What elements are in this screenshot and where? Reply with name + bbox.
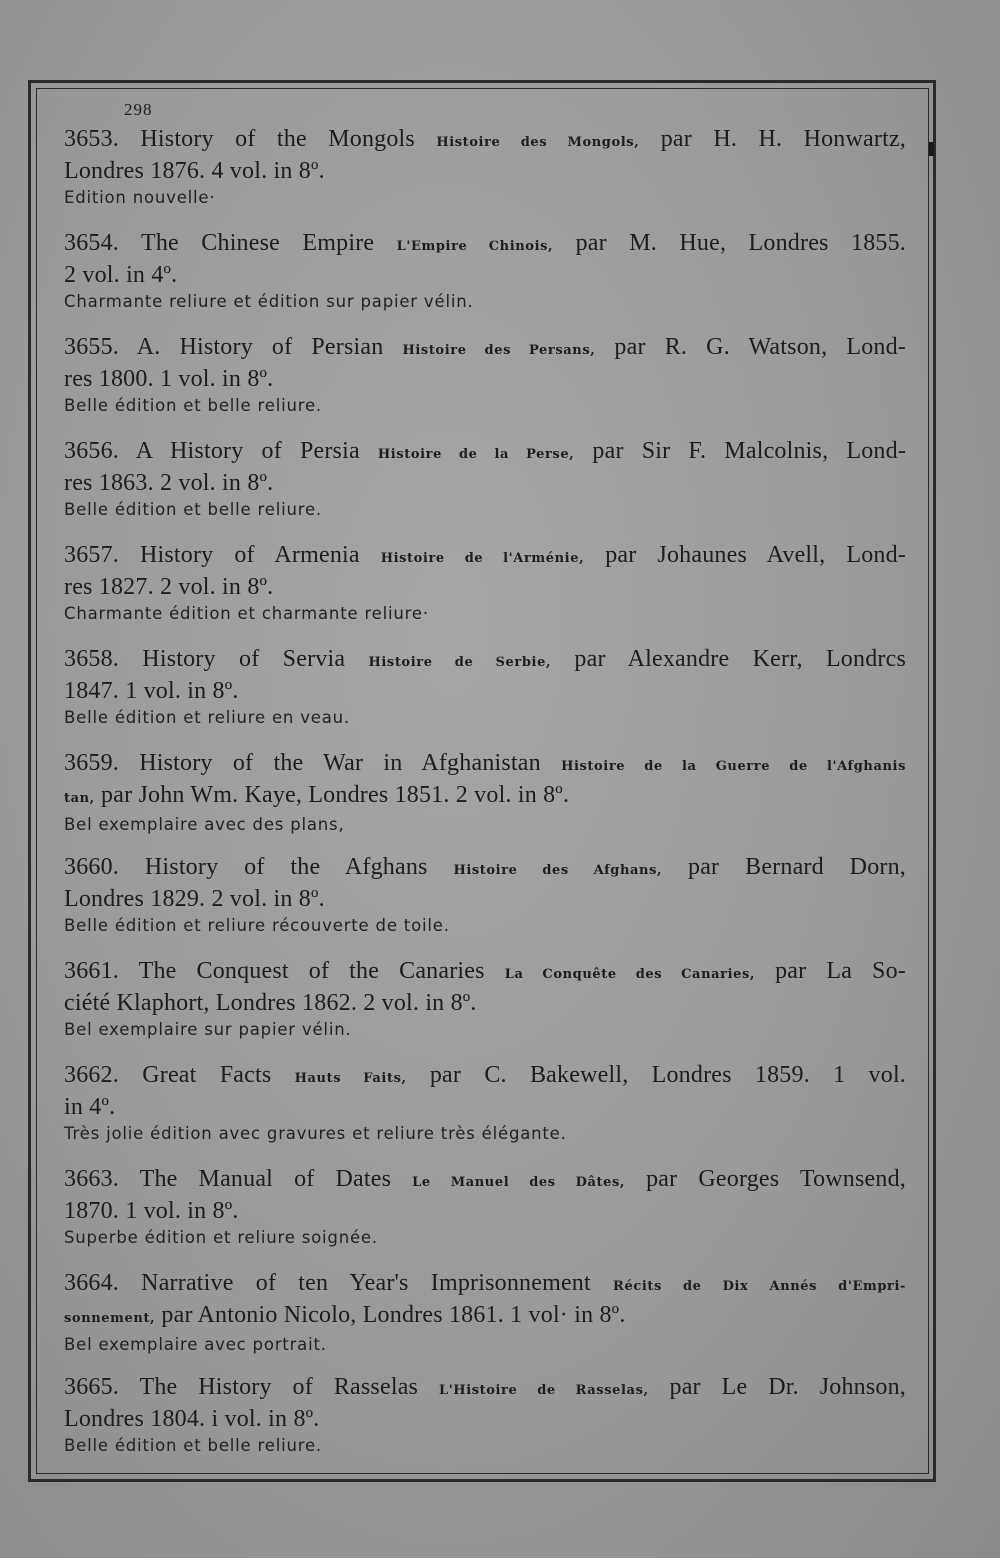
- entry-title: History of the Afghans: [144, 854, 428, 880]
- entry-author: par Le Dr. Johnson,: [669, 1374, 906, 1400]
- entry-note: Edition nouvelle·: [64, 188, 216, 207]
- catalog-entry: [64, 541, 906, 645]
- catalog-entry: [64, 229, 906, 333]
- entry-author: par Antonio Nicolo, Londres 1861. 1 vol· in 8º.: [161, 1302, 626, 1328]
- entry-number: 3664.: [64, 1270, 119, 1296]
- entry-title: Great Facts: [142, 1062, 272, 1088]
- catalog-entry: [64, 1269, 906, 1373]
- catalog-entry: [64, 1061, 906, 1165]
- entry-french-title: Hauts Faits,: [294, 1071, 407, 1086]
- entry-author: par Bernard Dorn,: [688, 854, 907, 880]
- entry-french-title: La Conquête des Canaries,: [504, 967, 756, 982]
- entry-french-title: Récits de Dix Annés d'Empri-: [613, 1279, 906, 1294]
- entry-title: History of Servia: [142, 646, 346, 672]
- entry-note: Superbe édition et reliure soignée.: [64, 1228, 378, 1247]
- entry-line-2: Londres 1804. i vol. in 8º.: [64, 1406, 320, 1432]
- entry-author: par La So-: [775, 958, 906, 984]
- entry-french-title: Histoire de la Guerre de l'Afghanis: [561, 759, 907, 774]
- entry-number: 3656.: [64, 438, 119, 464]
- entry-author: par H. H. Honwartz,: [660, 126, 906, 152]
- entry-note: Charmante reliure et édition sur papier vélin.: [64, 292, 474, 311]
- entry-number: 3653.: [64, 126, 119, 152]
- entry-number: 3663.: [64, 1166, 119, 1192]
- entry-line-2: res 1800. 1 vol. in 8º.: [64, 366, 274, 392]
- entry-author: par Johaunes Avell, Lond-: [605, 542, 906, 568]
- entry-line-1: [64, 229, 906, 261]
- page-number: 298: [124, 100, 153, 119]
- entry-line-1: [64, 957, 906, 989]
- catalog-entries: [64, 125, 906, 1477]
- entry-note: Charmante édition et charmante reliure·: [64, 604, 429, 623]
- entry-french-title: Histoire de la Perse,: [377, 447, 575, 462]
- entry-author: par John Wm. Kaye, Londres 1851. 2 vol. in 8º.: [101, 782, 570, 808]
- entry-french-title: L'Empire Chinois,: [396, 239, 554, 254]
- entry-author: par M. Hue, Londres 1855.: [575, 230, 906, 256]
- entry-note: Belle édition et reliure récouverte de toile.: [64, 916, 450, 935]
- entry-number: 3658.: [64, 646, 119, 672]
- entry-title: History of the Mongols: [140, 126, 415, 152]
- entry-note: Bel exemplaire avec portrait.: [64, 1335, 327, 1354]
- entry-author: par R. G. Watson, Lond-: [614, 334, 906, 360]
- entry-line-1: [64, 541, 906, 573]
- entry-french-title: L'Histoire de Rasselas,: [438, 1383, 649, 1398]
- entry-title: The Conquest of the Canaries: [138, 958, 485, 984]
- entry-line-1: [64, 1373, 906, 1405]
- catalog-entry: [64, 1373, 906, 1477]
- catalog-entry: [64, 1165, 906, 1269]
- entry-french-title: Le Manuel des Dâtes,: [412, 1175, 626, 1190]
- entry-note: Belle édition et belle reliure.: [64, 1436, 322, 1455]
- entry-author: par Sir F. Malcolnis, Lond-: [592, 438, 907, 464]
- entry-line-2: Londres 1876. 4 vol. in 8º.: [64, 158, 325, 184]
- entry-line-2: ciété Klaphort, Londres 1862. 2 vol. in 8º.: [64, 990, 477, 1016]
- margin-ink-mark: [929, 142, 934, 156]
- entry-number: 3660.: [64, 854, 119, 880]
- entry-title: The History of Rasselas: [139, 1374, 419, 1400]
- entry-number: 3661.: [64, 958, 119, 984]
- catalog-entry: [64, 125, 906, 229]
- entry-title: A History of Persia: [135, 438, 360, 464]
- catalog-entry: [64, 957, 906, 1061]
- entry-note: Bel exemplaire avec des plans,: [64, 815, 345, 834]
- catalog-entry: [64, 853, 906, 957]
- entry-line-1: [64, 749, 906, 781]
- catalog-entry: [64, 333, 906, 437]
- entry-line-2: [64, 1301, 906, 1333]
- entry-line-2: res 1827. 2 vol. in 8º.: [64, 574, 274, 600]
- entry-line-2: Londres 1829. 2 vol. in 8º.: [64, 886, 325, 912]
- entry-number: 3665.: [64, 1374, 119, 1400]
- entry-title: A. History of Persian: [136, 334, 384, 360]
- entry-line-1: [64, 125, 906, 157]
- entry-number: 3662.: [64, 1062, 119, 1088]
- catalog-entry: [64, 437, 906, 541]
- entry-author: par C. Bakewell, Londres 1859. 1 vol.: [429, 1062, 907, 1088]
- entry-line-1: [64, 333, 906, 365]
- entry-french-title-cont: tan,: [64, 791, 95, 806]
- entry-title: History of the War in Afghanistan: [139, 750, 541, 776]
- entry-note: Belle édition et belle reliure.: [64, 500, 322, 519]
- entry-french-title: Histoire des Afghans,: [453, 863, 663, 878]
- entry-author: par Georges Townsend,: [646, 1166, 906, 1192]
- entry-note: Très jolie édition avec gravures et reliure très élégante.: [64, 1124, 567, 1143]
- entry-title: Narrative of ten Year's Imprisonnement: [141, 1270, 591, 1296]
- entry-line-2: res 1863. 2 vol. in 8º.: [64, 470, 274, 496]
- entry-line-2: in 4º.: [64, 1094, 116, 1120]
- entry-french-title: Histoire des Persans,: [402, 343, 596, 358]
- entry-french-title: Histoire de Serbie,: [368, 655, 552, 670]
- entry-line-2: 1847. 1 vol. in 8º.: [64, 678, 239, 704]
- entry-french-title: Histoire de l'Arménie,: [380, 551, 585, 566]
- entry-line-1: [64, 1269, 906, 1301]
- entry-line-1: [64, 1165, 906, 1197]
- entry-note: Bel exemplaire sur papier vélin.: [64, 1020, 352, 1039]
- entry-line-1: [64, 437, 906, 469]
- entry-french-title: Histoire des Mongols,: [436, 135, 640, 150]
- entry-note: Belle édition et belle reliure.: [64, 396, 322, 415]
- entry-line-1: [64, 1061, 906, 1093]
- catalog-entry: [64, 645, 906, 749]
- entry-note: Belle édition et reliure en veau.: [64, 708, 350, 727]
- entry-number: 3655.: [64, 334, 119, 360]
- entry-french-title-cont: sonnement,: [64, 1311, 156, 1326]
- entry-number: 3659.: [64, 750, 119, 776]
- entry-title: The Manual of Dates: [139, 1166, 392, 1192]
- entry-line-1: [64, 853, 906, 885]
- entry-number: 3657.: [64, 542, 119, 568]
- entry-title: The Chinese Empire: [140, 230, 375, 256]
- entry-line-2: 2 vol. in 4º.: [64, 262, 178, 288]
- entry-line-2: 1870. 1 vol. in 8º.: [64, 1198, 239, 1224]
- entry-title: History of Armenia: [139, 542, 360, 568]
- entry-line-1: [64, 645, 906, 677]
- catalog-entry: [64, 749, 906, 853]
- entry-line-2: [64, 781, 906, 813]
- entry-author: par Alexandre Kerr, Londrcs: [574, 646, 906, 672]
- entry-number: 3654.: [64, 230, 119, 256]
